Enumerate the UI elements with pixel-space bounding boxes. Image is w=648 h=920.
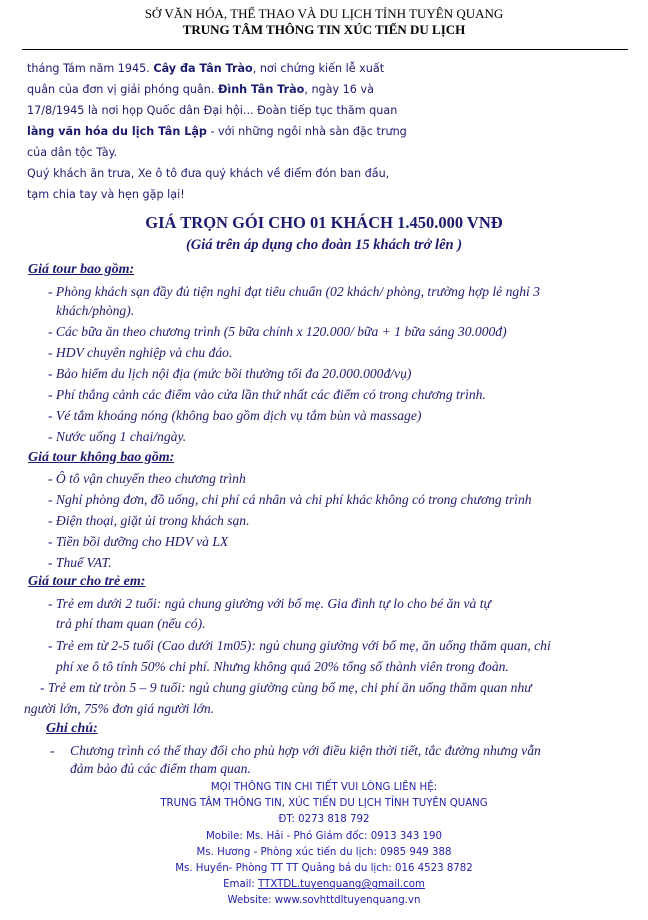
closing-paragraph: Quý khách ăn trưa, Xe ô tô đưa quý khách về điểm đón ban đầu, tạm chia tay và hẹn gặp lại! [27, 167, 390, 201]
price-title: GIÁ TRỌN GÓI CHO 01 KHÁCH 1.450.000 VNĐ [145, 213, 503, 232]
contact-phone: ĐT: 0273 818 792 [278, 814, 370, 826]
note-line: đảm bảo đủ các điểm tham quan. [70, 761, 251, 776]
contact-block [0, 780, 648, 910]
list-item: - Phòng khách sạn đầy đủ tiện nghi đạt tiêu chuẩn (02 khách/ phòng, trường hợp lẻ nghỉ 3 [48, 284, 540, 299]
price-subtitle: (Giá trên áp dụng cho đoàn 15 khách trở lên ) [185, 237, 463, 253]
list-item: phí xe ô tô tính 50% chi phí. Nhưng không quá 20% tổng số thành viên trong đoàn. [56, 659, 509, 674]
list-item: - Ô tô vận chuyển theo chương trình [48, 471, 246, 486]
list-item: - Điện thoại, giặt ủi trong khách sạn. [48, 513, 250, 528]
list-item: - Các bữa ăn theo chương trình (5 bữa chính x 120.000/ bữa + 1 bữa sáng 30.000đ) [48, 324, 507, 339]
center-name: TRUNG TÂM THÔNG TIN XÚC TIẾN DU LỊCH [182, 22, 466, 37]
contact-mobile: Ms. Hương - Phòng xúc tiến du lịch: 0985 949 388 [196, 846, 452, 858]
notes-title: Ghi chú: [46, 721, 98, 736]
contact-website: Website: www.sovhttdltuyenquang.vn [227, 895, 421, 907]
price-block [0, 213, 648, 255]
list-item: - Vé tắm khoáng nóng (không bao gồm dịch vụ tắm bùn và massage) [48, 408, 422, 423]
department-name: SỞ VĂN HÓA, THỂ THAO VÀ DU LỊCH TỈNH TUYÊN QUANG [144, 6, 504, 21]
place-tan-lap: làng văn hóa du lịch Tân Lập [27, 125, 207, 138]
list-item: khách/phòng). [56, 303, 135, 318]
list-item: - Thuế VAT. [48, 555, 112, 570]
list-item: - HDV chuyên nghiệp và chu đáo. [48, 345, 233, 360]
list-item: - Trẻ em từ 2-5 tuổi (Cao dưới 1m05): ngủ chung giường với bố mẹ, ăn uống thăm quan, chi [48, 638, 551, 653]
place-dinh: Đình Tân Trào [218, 83, 305, 96]
note-line: Chương trình có thể thay đổi cho phù hợp với điều kiện thời tiết, tắc đường nhưng vẫn [70, 743, 541, 758]
contact-org: TRUNG TÂM THÔNG TIN, XÚC TIẾN DU LỊCH TỈNH TUYÊN QUANG [160, 798, 488, 810]
place-cay-da: Cây đa Tân Trào [153, 62, 253, 75]
contact-mobile: Ms. Huyền- Phòng TT TT Quảng bá du lịch: 016 4523 8782 [175, 863, 473, 875]
list-item: - Bảo hiểm du lịch nội địa (mức bồi thường tối đa 20.000.000đ/vụ) [48, 366, 412, 381]
email-link[interactable]: TTXTDL.tuyenquang@gmail.com [258, 879, 425, 891]
contact-heading: MỌI THÔNG TIN CHI TIẾT VUI LÒNG LIÊN HỆ: [210, 782, 438, 793]
list-item: - Nghỉ phòng đơn, đồ uống, chi phí cá nhân và chi phí khác không có trong chương trình [48, 492, 532, 507]
list-item: người lớn, 75% đơn giá người lớn. [24, 701, 215, 716]
included-title: Giá tour bao gồm: [28, 262, 135, 277]
header-divider [22, 49, 628, 50]
list-item: - Trẻ em từ tròn 5 – 9 tuổi: ngủ chung giường cùng bố mẹ, chi phí ăn uống thăm quan như [40, 680, 532, 695]
contact-mobile: Mobile: Ms. Hải - Phó Giám đốc: 0913 343 190 [205, 830, 442, 842]
list-item: - Phí thắng cảnh các điểm vào cửa lần thứ nhất các điểm có trong chương trình. [48, 387, 486, 402]
list-item: - Trẻ em dưới 2 tuổi: ngủ chung giường với bố mẹ. Gia đình tự lo cho bé ăn và tự [48, 596, 491, 611]
excluded-title: Giá tour không bao gồm: [28, 450, 175, 465]
itinerary-paragraph: tháng Tám năm 1945. Cây đa Tân Trào, nơi chứng kiến lễ xuất quân của đơn vị giải phóng quân. Đình Tân Trào, ngày 16 và 17/8/1945 là nơi họp Quốc dân Đại hội... Đoàn tiếp tục thăm quan làng văn hóa du lịch Tân Lập - với những ngôi nhà sàn đặc trưng của dân tộc Tày. [27, 62, 407, 159]
list-item: trả phí tham quan (nếu có). [56, 616, 206, 631]
document-header [0, 6, 648, 38]
itinerary-text [27, 58, 407, 205]
list-item: - Tiền bồi dưỡng cho HDV và LX [48, 534, 229, 549]
children-title: Giá tour cho trẻ em: [28, 574, 146, 589]
list-item: - Nước uống 1 chai/ngày. [48, 429, 187, 444]
contact-email-row: Email: TTXTDL.tuyenquang@gmail.com [223, 879, 425, 891]
note-bullet: - [50, 743, 55, 758]
